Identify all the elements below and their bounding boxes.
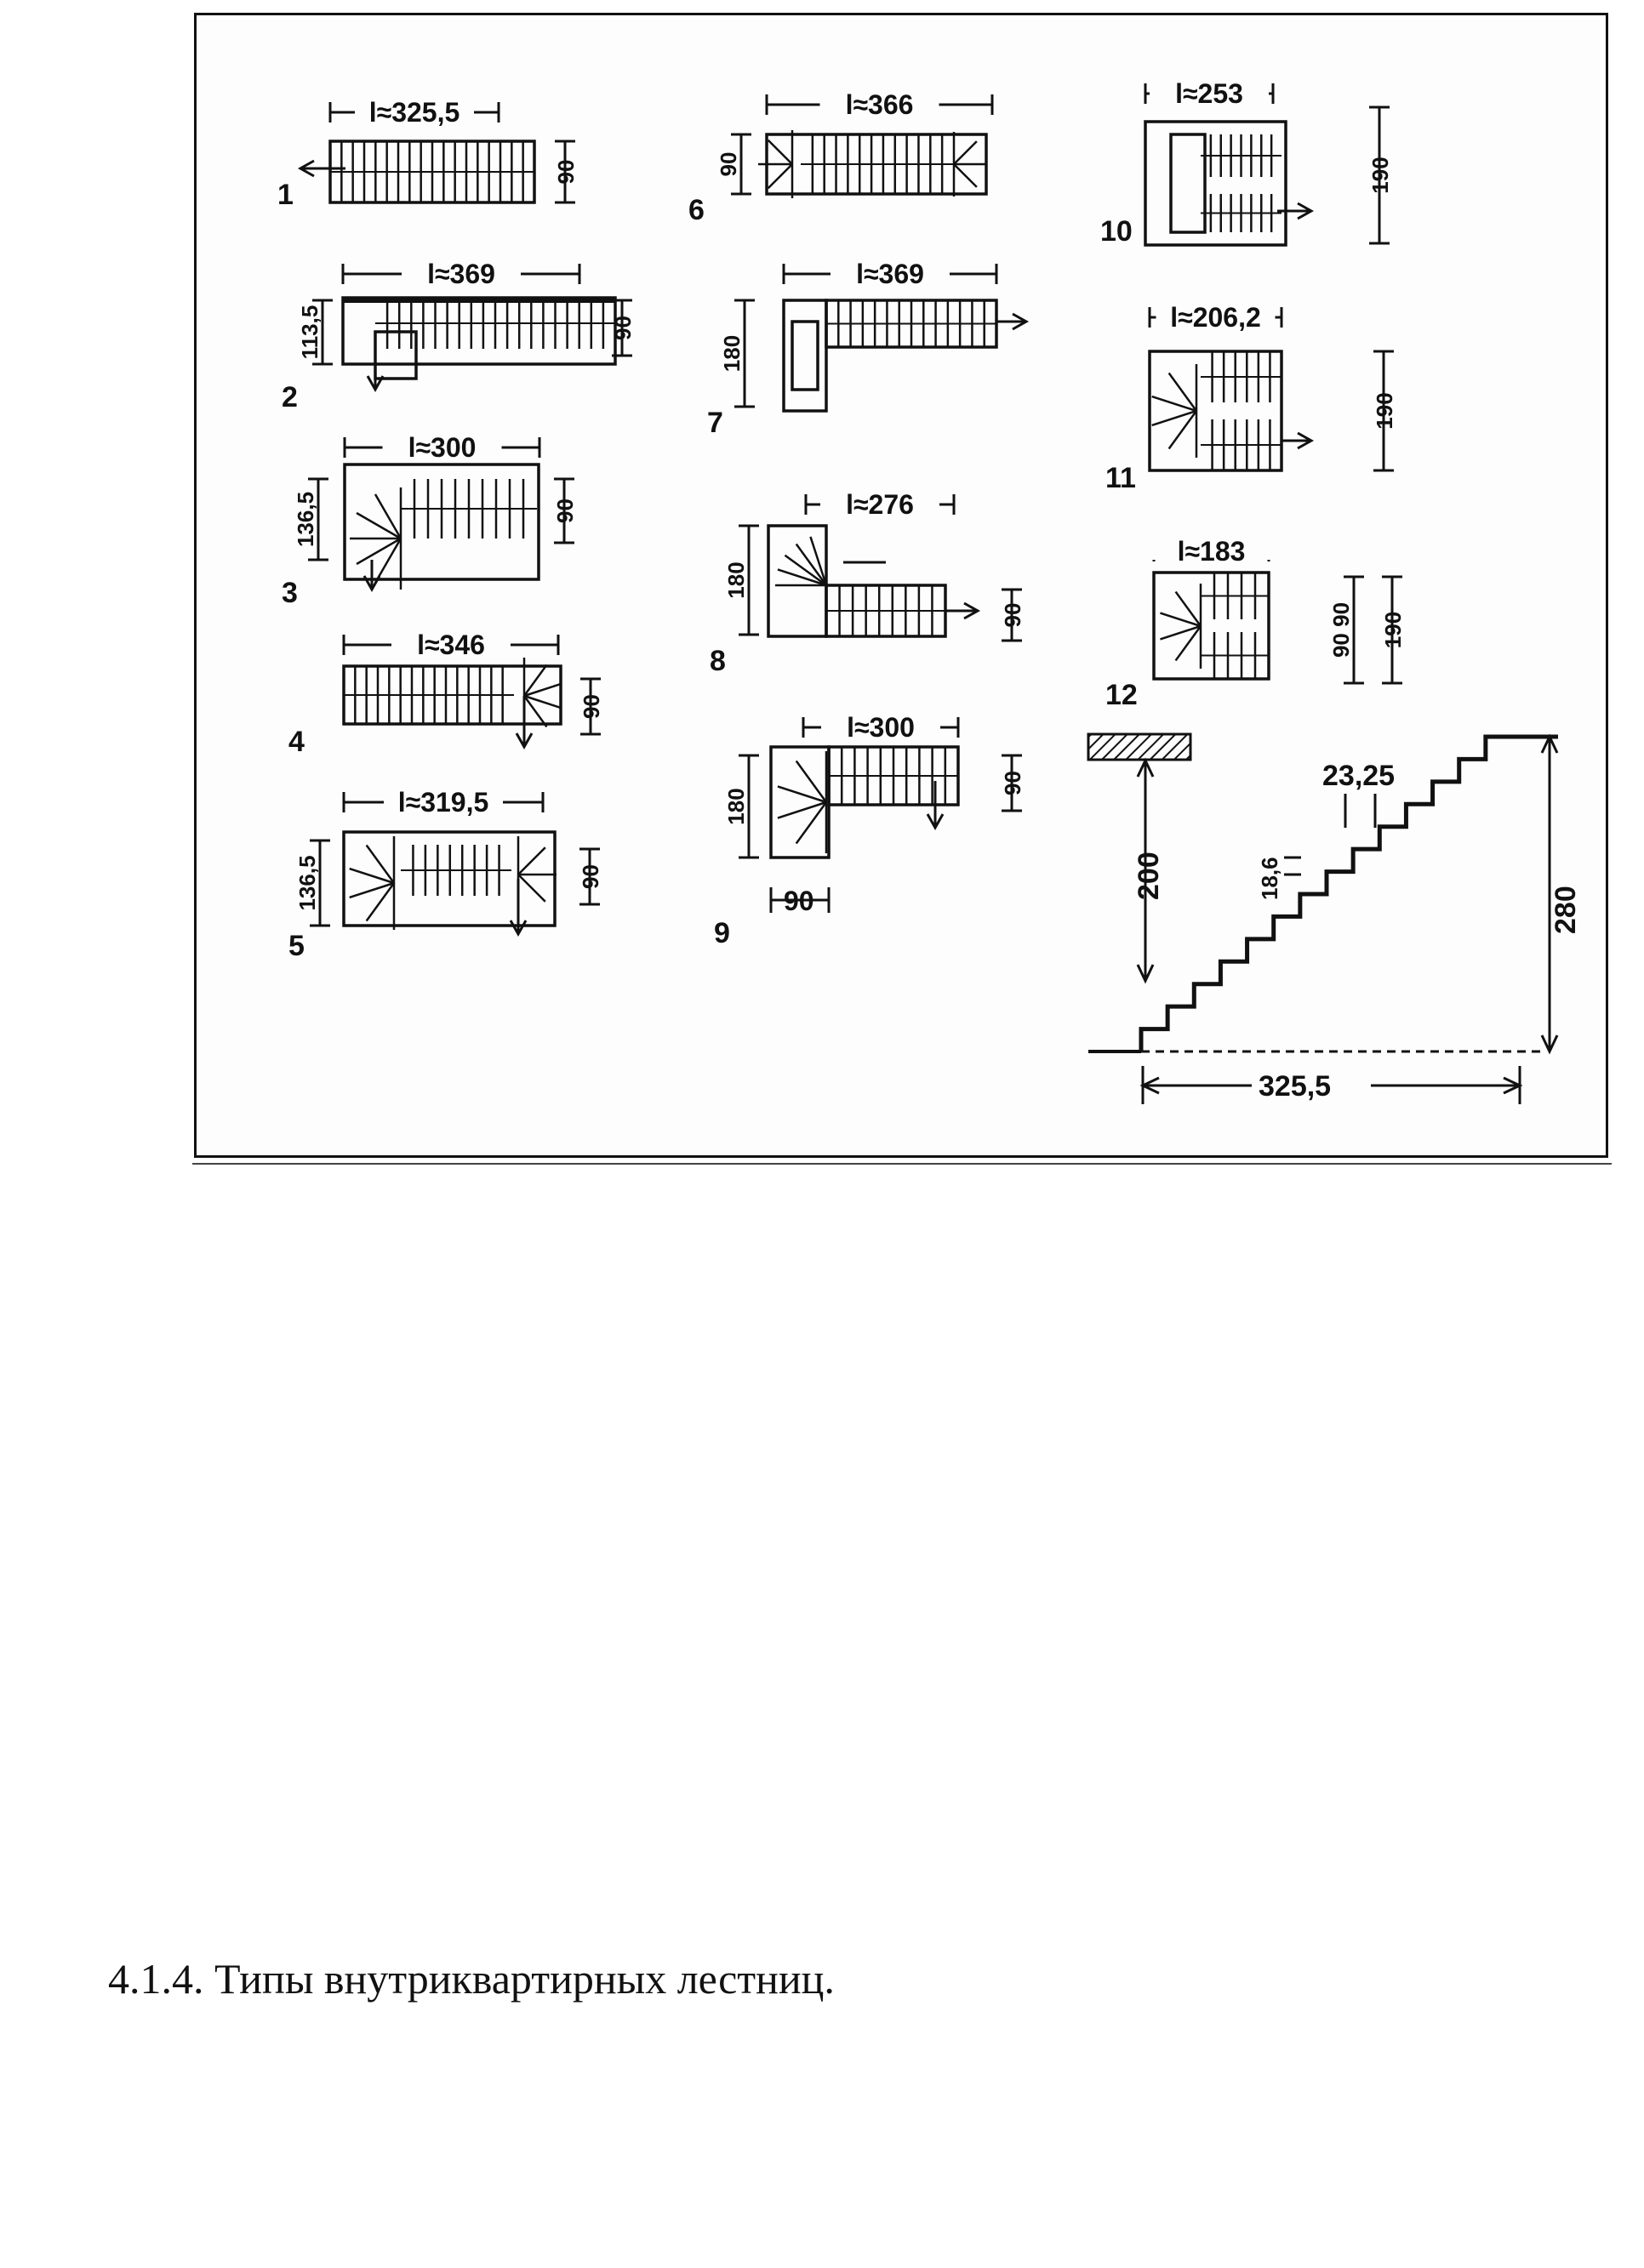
- stair-3-width-label: 90: [552, 499, 578, 523]
- tread-label: 23,25: [1322, 760, 1396, 792]
- stair-11-number: 11: [1105, 462, 1136, 494]
- stair-7-number: 7: [707, 407, 723, 439]
- stair-7-width-label: 180: [719, 334, 745, 373]
- stair-5-length-label: l≈319,5: [397, 787, 489, 818]
- stair-8-length-label: l≈276: [846, 489, 914, 520]
- stair-3-extra-label: 136,5: [293, 491, 318, 548]
- stair-type-12: [1105, 534, 1406, 711]
- stair-type-1: [277, 95, 579, 211]
- stair-11-length-label: l≈206,2: [1170, 302, 1261, 333]
- stair-type-3: [282, 430, 578, 609]
- height-label: 280: [1550, 886, 1582, 934]
- stair-types-diagram: [197, 15, 1611, 1160]
- stair-2-extra-label: 113,5: [297, 305, 323, 360]
- stair-6-width-label: 90: [716, 151, 741, 177]
- stair-6-number: 6: [688, 194, 705, 226]
- stair-9-extra-label: 180: [723, 788, 749, 825]
- stair-12-width-label: 190: [1380, 611, 1406, 649]
- stair-1-number: 1: [277, 179, 294, 211]
- figure-frame: [194, 13, 1608, 1158]
- stair-type-10: [1100, 77, 1393, 248]
- stair-3-number: 3: [282, 577, 298, 609]
- stair-type-6: [688, 88, 992, 226]
- stair-type-2: [282, 257, 636, 413]
- frame-underline: [192, 1163, 1612, 1165]
- stair-9-width-label: 90: [1000, 771, 1025, 795]
- stair-2-length-label: l≈369: [427, 259, 495, 289]
- riser-label: 18,6: [1257, 857, 1282, 900]
- ceiling-slab: [1088, 734, 1190, 760]
- stair-3-length-label: l≈300: [408, 432, 477, 463]
- stair-1-length-label: l≈325,5: [368, 97, 460, 128]
- stair-1-width-label: 90: [553, 159, 579, 185]
- stair-plans: [277, 77, 1406, 962]
- length-label: 325,5: [1259, 1070, 1332, 1103]
- figure-caption: 4.1.4. Типы внутриквартирных лестниц.: [108, 1955, 835, 2003]
- stair-12-length-label: l≈183: [1177, 536, 1246, 567]
- stair-9-length-label: l≈300: [847, 712, 915, 743]
- stair-9-number: 9: [714, 917, 730, 949]
- stair-8-number: 8: [710, 645, 726, 677]
- stair-5-extra-label: 136,5: [294, 855, 320, 911]
- stair-7-length-label: l≈369: [856, 259, 924, 289]
- stair-10-width-label: 190: [1367, 157, 1393, 194]
- stair-2-number: 2: [282, 381, 298, 413]
- stair-type-8: [710, 487, 1025, 677]
- stair-type-11: [1105, 300, 1397, 494]
- stair-8-extra-label: 180: [723, 561, 749, 599]
- stair-10-length-label: l≈253: [1175, 78, 1243, 109]
- stair-2-width-label: 90: [610, 316, 636, 340]
- stair-4-length-label: l≈346: [417, 630, 485, 660]
- stair-type-7: [707, 257, 1026, 439]
- stair-4-number: 4: [288, 726, 305, 758]
- stair-9-bottom-label: 90: [784, 886, 814, 916]
- headroom-label: 200: [1133, 852, 1165, 900]
- stair-5-number: 5: [288, 930, 305, 962]
- stair-section: [1088, 734, 1582, 1104]
- stair-type-5: [288, 785, 603, 962]
- stair-5-width-label: 90: [578, 864, 603, 889]
- stair-6-length-label: l≈366: [845, 89, 914, 120]
- stair-type-9: [714, 710, 1025, 949]
- stair-10-number: 10: [1100, 215, 1133, 248]
- stair-12-extra-label: 90 90: [1328, 601, 1354, 658]
- stair-8-width-label: 90: [1000, 602, 1025, 628]
- stair-11-width-label: 190: [1372, 392, 1397, 430]
- stair-4-width-label: 90: [579, 694, 604, 719]
- stair-type-4: [288, 628, 604, 758]
- stair-12-number: 12: [1105, 679, 1138, 711]
